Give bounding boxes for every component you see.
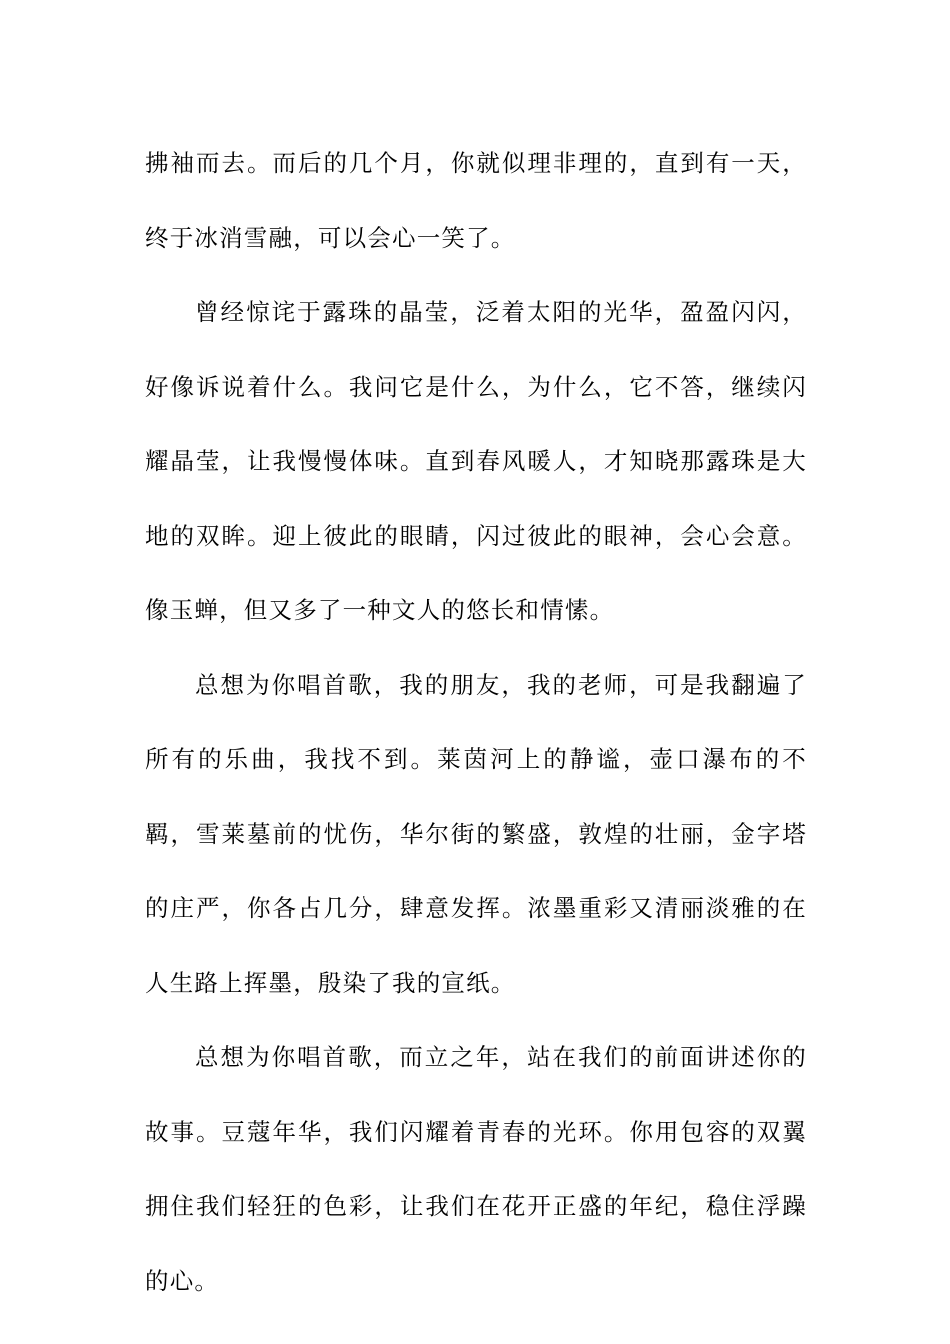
paragraph-3: 总想为你唱首歌，我的朋友，我的老师，可是我翻遍了所有的乐曲，我找不到。莱茵河上的静谧，壶口瀑布的不羁，雪莱墓前的忧伤，华尔街的繁盛，敦煌的壮丽，金字塔的庄严，你各占几分，肆意发挥。浓墨重彩又清丽淡雅的在人生路上挥墨，殷染了我的宣纸。	[145, 670, 807, 997]
paragraph-2: 曾经惊诧于露珠的晶莹，泛着太阳的光华，盈盈闪闪，好像诉说着什么。我问它是什么，为什么，它不答，继续闪耀晶莹，让我慢慢体味。直到春风暖人，才知晓那露珠是大地的双眸。迎上彼此的眼睛，闪过彼此的眼神，会心会意。像玉蝉，但又多了一种文人的悠长和情愫。	[145, 298, 807, 624]
paragraph-4: 总想为你唱首歌，而立之年，站在我们的前面讲述你的故事。豆蔻年华，我们闪耀着青春的光环。你用包容的双翼拥住我们轻狂的色彩，让我们在花开正盛的年纪，稳住浮躁的心。	[145, 1043, 807, 1295]
body-text	[145, 126, 807, 1318]
paragraph-1: 拂袖而去。而后的几个月，你就似理非理的，直到有一天，终于冰消雪融，可以会心一笑了。	[145, 149, 807, 252]
